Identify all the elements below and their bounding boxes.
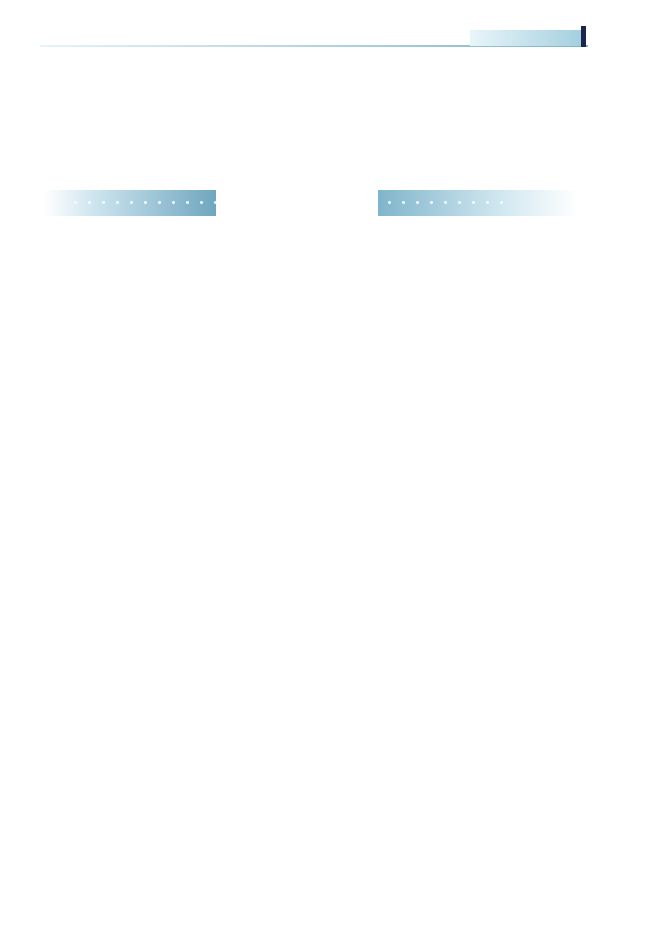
- header-accent-bar: [581, 26, 586, 47]
- theorem-1: [68, 307, 76, 325]
- section-banner-right: [378, 190, 578, 216]
- section-banner-left: [44, 190, 216, 216]
- running-header: [470, 30, 582, 46]
- section-title: [232, 187, 256, 211]
